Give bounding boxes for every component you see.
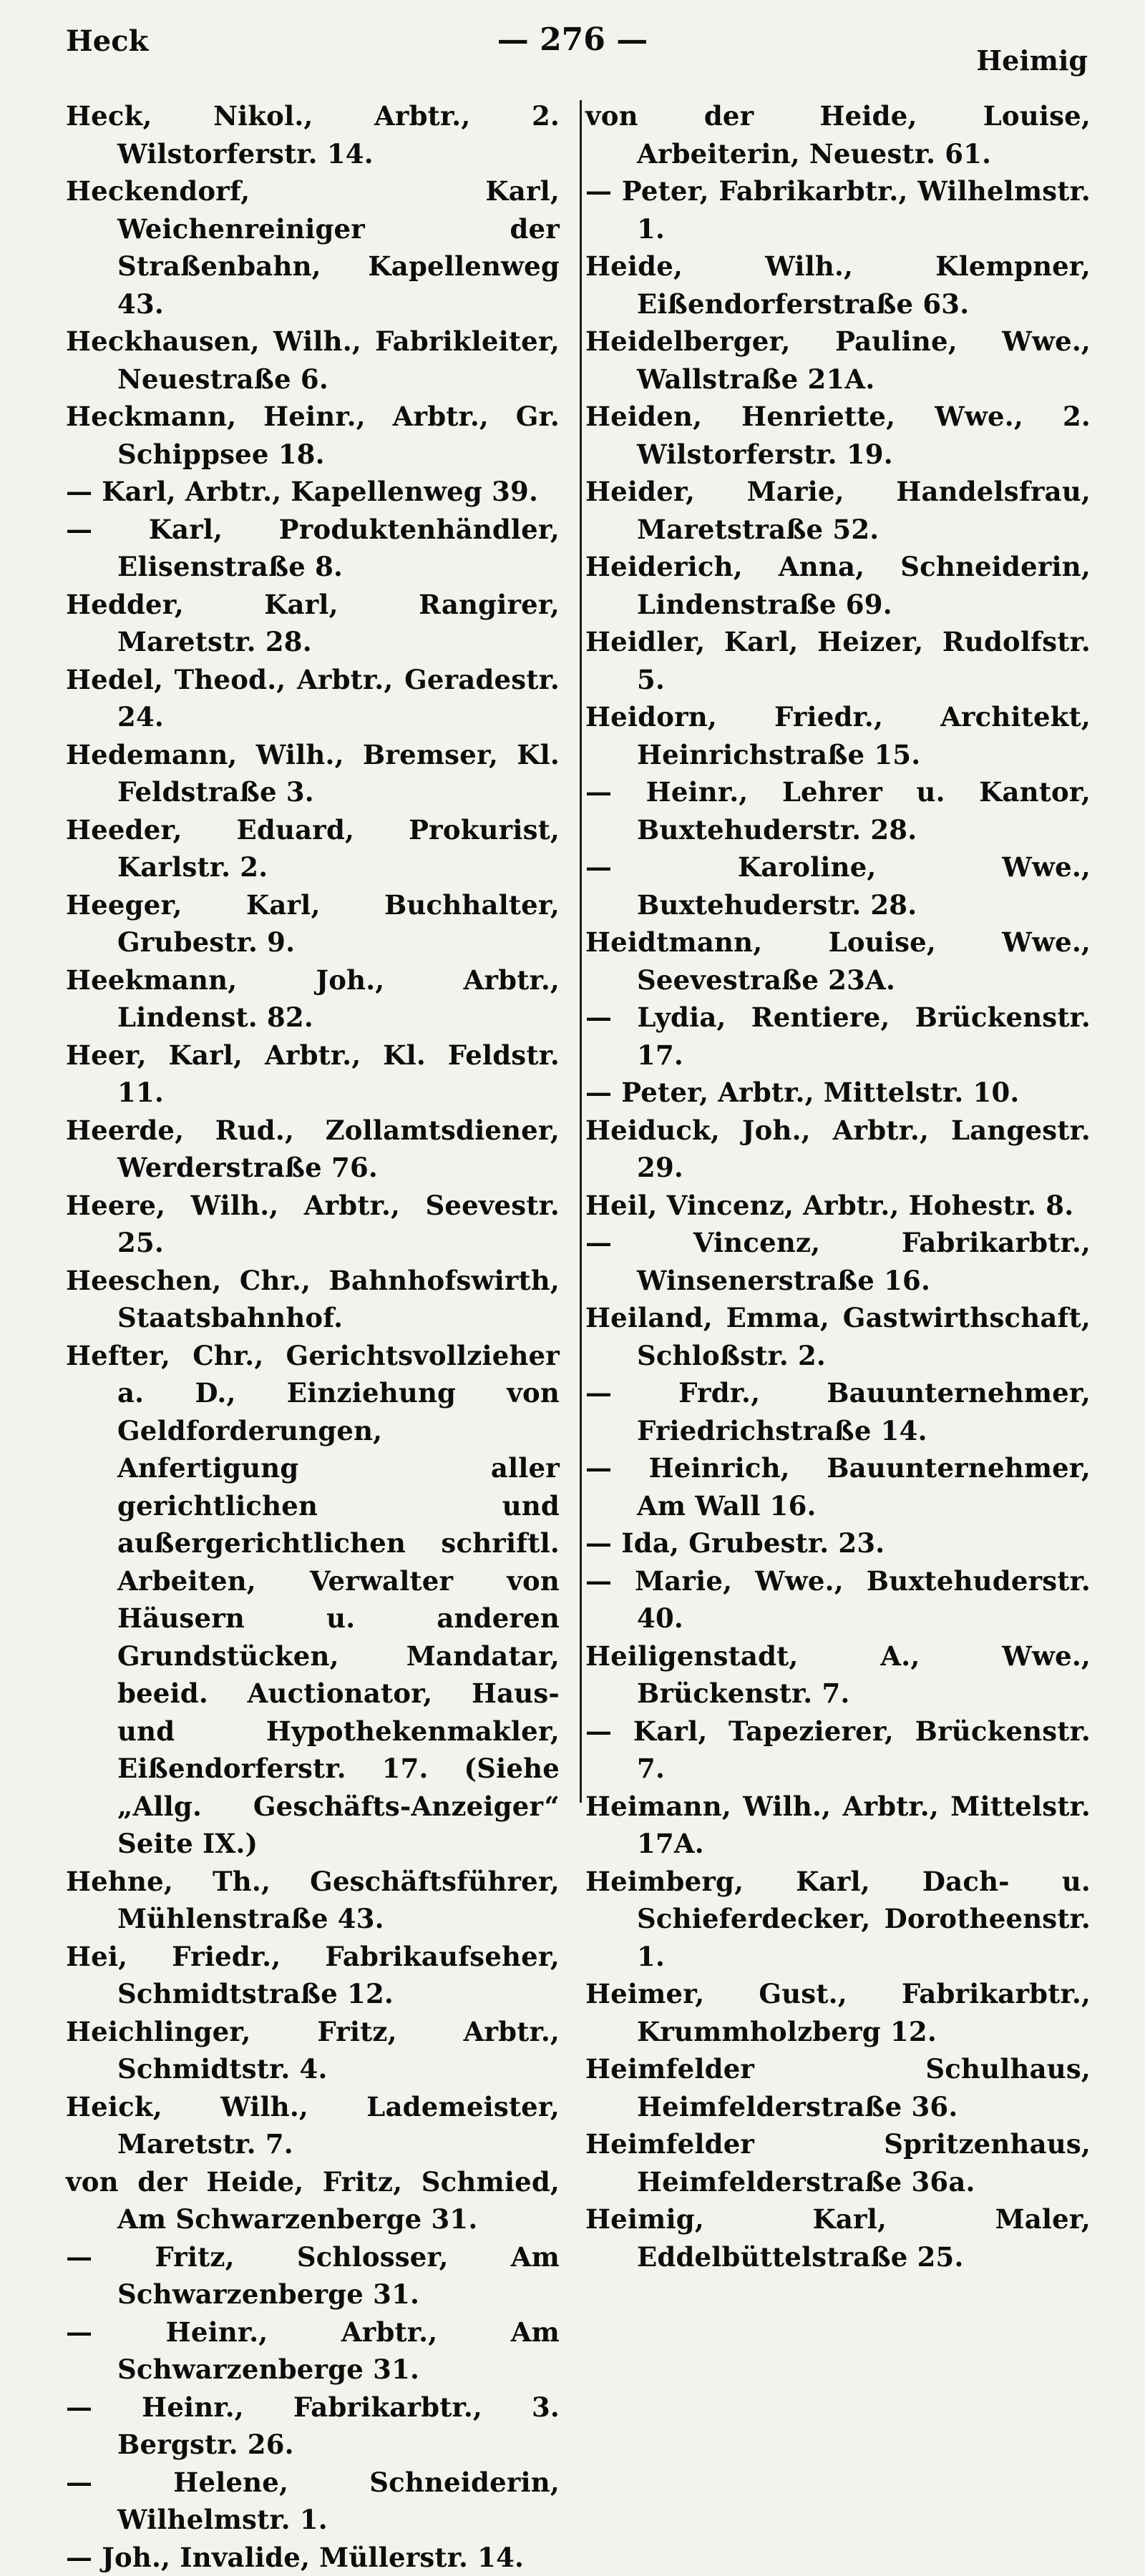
- directory-entry: Heiligenstadt, A., Wwe., Brückenstr. 7.: [585, 1637, 1091, 1713]
- directory-entry: Heekmann, Joh., Arbtr., Lindenst. 82.: [66, 961, 560, 1037]
- directory-entry: — Heinr., Fabrikarbtr., 3. Bergstr. 26.: [66, 2389, 560, 2464]
- directory-entry: — Marie, Wwe., Buxtehuderstr. 40.: [585, 1562, 1091, 1637]
- directory-entry: Heil, Vincenz, Arbtr., Hohestr. 8.: [585, 1187, 1091, 1225]
- directory-entry: Heckendorf, Karl, Weichenreiniger der Straßenbahn, Kapellenweg 43.: [66, 172, 560, 323]
- left-column: [66, 97, 560, 1843]
- directory-entry: Heere, Wilh., Arbtr., Seevestr. 25.: [66, 1187, 560, 1262]
- directory-entry: — Heinr., Arbtr., Am Schwarzenberge 31.: [66, 2313, 560, 2389]
- directory-entry: Heick, Wilh., Lademeister, Maretstr. 7.: [66, 2088, 560, 2163]
- directory-entry: — Joh., Invalide, Müllerstr. 14.: [66, 2539, 560, 2576]
- directory-entry: Hei, Friedr., Fabrikaufseher, Schmidtstraße 12.: [66, 1938, 560, 2013]
- directory-entry: — Karl, Arbtr., Kapellenweg 39.: [66, 473, 560, 511]
- directory-entry: — Karl, Produktenhändler, Elisenstraße 8.: [66, 511, 560, 586]
- directory-entry: Heidtmann, Louise, Wwe., Seevestraße 23A.: [585, 924, 1091, 999]
- directory-entry: Heiden, Henriette, Wwe., 2. Wilstorferstr. 19.: [585, 398, 1091, 473]
- directory-entry: Hedemann, Wilh., Bremser, Kl. Feldstraße 3.: [66, 736, 560, 811]
- directory-entry: Heimann, Wilh., Arbtr., Mittelstr. 17A.: [585, 1788, 1091, 1863]
- directory-entry: Hedel, Theod., Arbtr., Geradestr. 24.: [66, 661, 560, 736]
- directory-entry: — Karl, Tapezierer, Brückenstr. 7.: [585, 1713, 1091, 1788]
- directory-entry: — Helene, Schneiderin, Wilhelmstr. 1.: [66, 2464, 560, 2539]
- directory-entry: Heiland, Emma, Gastwirthschaft, Schloßstr. 2.: [585, 1299, 1091, 1374]
- directory-entry: Hedder, Karl, Rangirer, Maretstr. 28.: [66, 586, 560, 661]
- directory-entry: — Frdr., Bauunternehmer, Friedrichstraße 14.: [585, 1374, 1091, 1449]
- directory-entry: Heiderich, Anna, Schneiderin, Lindenstraße 69.: [585, 548, 1091, 623]
- directory-entry: — Vincenz, Fabrikarbtr., Winsenerstraße 16.: [585, 1224, 1091, 1299]
- directory-entry: Heimfelder Schulhaus, Heimfelderstraße 36.: [585, 2050, 1091, 2125]
- directory-entry: Heimig, Karl, Maler, Eddelbüttelstraße 25.: [585, 2200, 1091, 2276]
- right-column: [585, 97, 1091, 1843]
- directory-entry: Heidler, Karl, Heizer, Rudolfstr. 5.: [585, 623, 1091, 698]
- directory-entry: von der Heide, Louise, Arbeiterin, Neuestr. 61.: [585, 97, 1091, 172]
- directory-entry: Heichlinger, Fritz, Arbtr., Schmidtstr. 4.: [66, 2013, 560, 2088]
- directory-entry: Heimer, Gust., Fabrikarbtr., Krummholzberg 12.: [585, 1975, 1091, 2050]
- directory-entry: Hefter, Chr., Gerichtsvollzieher a. D., Einziehung von Geldforderungen, Anfertigung aller gerichtlichen und außergerichtlichen schriftl. Arbeiten, Verwalter von Häusern u. anderen Grundstücken, Mandatar, beeid. Auctionator, Haus- und Hypothekenmakler, Eißendorferstr. 17. (Siehe „Allg. Geschäfts-Anzeiger“ Seite IX.): [66, 1337, 560, 1863]
- column-divider: [580, 100, 582, 1803]
- running-head-left: Heck: [66, 27, 148, 56]
- directory-entry: Heider, Marie, Handelsfrau, Maretstraße 52.: [585, 473, 1091, 548]
- directory-entry: — Ida, Grubestr. 23.: [585, 1524, 1091, 1562]
- directory-entry: Heimfelder Spritzenhaus, Heimfelderstraße 36a.: [585, 2125, 1091, 2200]
- directory-entry: Heeschen, Chr., Bahnhofswirth, Staatsbahnhof.: [66, 1262, 560, 1337]
- directory-entry: — Heinrich, Bauunternehmer, Am Wall 16.: [585, 1449, 1091, 1524]
- directory-entry: Heeder, Eduard, Prokurist, Karlstr. 2.: [66, 811, 560, 886]
- directory-entry: Heer, Karl, Arbtr., Kl. Feldstr. 11.: [66, 1037, 560, 1112]
- directory-entry: von der Heide, Fritz, Schmied, Am Schwarzenberge 31.: [66, 2163, 560, 2238]
- directory-entry: Heiduck, Joh., Arbtr., Langestr. 29.: [585, 1112, 1091, 1187]
- directory-entry: — Heinr., Lehrer u. Kantor, Buxtehuderstr. 28.: [585, 773, 1091, 848]
- directory-entry: — Peter, Fabrikarbtr., Wilhelmstr. 1.: [585, 172, 1091, 248]
- directory-entry: Heimberg, Karl, Dach- u. Schieferdecker, Dorotheenstr. 1.: [585, 1863, 1091, 1976]
- directory-entry: Heide, Wilh., Klempner, Eißendorferstraße 63.: [585, 248, 1091, 323]
- directory-entry: Heerde, Rud., Zollamtsdiener, Werderstraße 76.: [66, 1112, 560, 1187]
- directory-entry: — Lydia, Rentiere, Brückenstr. 17.: [585, 999, 1091, 1074]
- directory-entry: Heck, Nikol., Arbtr., 2. Wilstorferstr. 14.: [66, 97, 560, 172]
- directory-entry: Hehne, Th., Geschäftsführer, Mühlenstraße 43.: [66, 1863, 560, 1938]
- directory-entry: Heidorn, Friedr., Architekt, Heinrichstraße 15.: [585, 698, 1091, 773]
- page-number: — 276 —: [0, 24, 1145, 56]
- directory-entry: — Fritz, Schlosser, Am Schwarzenberge 31.: [66, 2238, 560, 2313]
- directory-entry: Heeger, Karl, Buchhalter, Grubestr. 9.: [66, 886, 560, 961]
- directory-entry: — Peter, Arbtr., Mittelstr. 10.: [585, 1074, 1091, 1112]
- directory-entry: Heidelberger, Pauline, Wwe., Wallstraße 21A.: [585, 323, 1091, 398]
- directory-entry: — Karoline, Wwe., Buxtehuderstr. 28.: [585, 848, 1091, 924]
- directory-entry: Heckhausen, Wilh., Fabrikleiter, Neuestraße 6.: [66, 323, 560, 398]
- directory-entry: Heckmann, Heinr., Arbtr., Gr. Schippsee 18.: [66, 398, 560, 473]
- running-head-right: Heimig: [976, 47, 1088, 74]
